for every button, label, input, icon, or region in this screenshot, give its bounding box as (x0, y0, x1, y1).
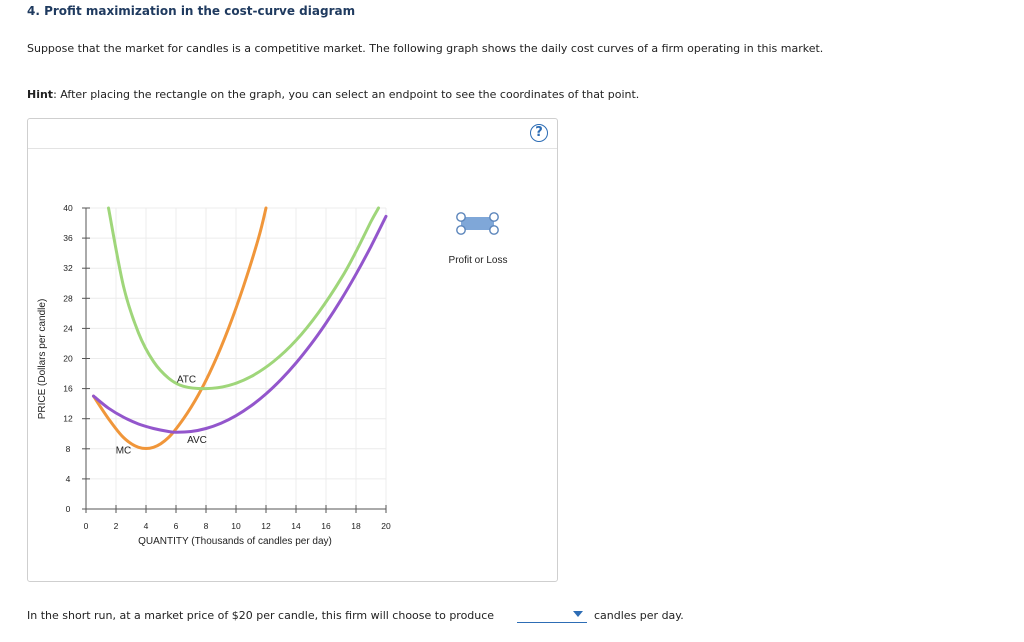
x-tick-label: 8 (203, 521, 209, 531)
grid-lines (86, 208, 386, 509)
x-tick-label: 2 (113, 521, 119, 531)
curve-label-mc: MC (115, 445, 132, 457)
rectangle-handle-icon[interactable] (457, 226, 465, 234)
y-tick-label: 28 (63, 293, 73, 304)
profit-or-loss-tool[interactable] (449, 213, 508, 266)
y-tick-label: 20 (63, 353, 73, 364)
help-icon[interactable]: ? (530, 124, 548, 142)
x-tick-label: 16 (321, 521, 331, 531)
quantity-dropdown[interactable] (517, 606, 587, 623)
curve-avc (94, 216, 387, 432)
y-tick-label: 16 (63, 383, 73, 394)
y-tick-label: 12 (63, 413, 73, 424)
curve-label-avc: AVC (187, 434, 207, 446)
x-tick-label: 14 (291, 521, 301, 531)
x-tick-label: 10 (231, 521, 241, 531)
rectangle-handle-icon[interactable] (490, 226, 498, 234)
y-tick-label: 36 (63, 233, 73, 244)
x-tick-label: 20 (381, 521, 391, 531)
y-tick-label: 24 (63, 323, 73, 334)
rectangle-handle-icon[interactable] (457, 213, 465, 221)
x-tick-label: 6 (173, 521, 179, 531)
rectangle-handle-icon[interactable] (490, 213, 498, 221)
y-tick-label: 32 (63, 263, 73, 274)
profit-or-loss-rectangle-icon[interactable] (461, 217, 494, 230)
chevron-down-icon[interactable] (573, 611, 583, 617)
x-tick-label: 4 (143, 521, 149, 531)
question-title: 4. Profit maximization in the cost-curve diagram (27, 4, 356, 18)
intro-text: Suppose that the market for candles is a competitive market. The following graph shows the daily cost curves of a firm operating in this market. (27, 42, 824, 55)
y-tick-label: 40 (63, 203, 73, 213)
hint-text (27, 88, 639, 101)
cost-curve-graph[interactable] (28, 119, 557, 581)
y-tick-label: 8 (65, 443, 71, 454)
graph-panel (27, 118, 558, 582)
x-tick-label: 18 (351, 521, 361, 531)
y-tick-label: 4 (65, 473, 71, 484)
axes (82, 208, 386, 513)
curve-label-atc: ATC (176, 374, 197, 386)
x-tick-label: 0 (83, 521, 89, 531)
tick-labels (63, 203, 391, 531)
hint-body: : After placing the rectangle on the graph, you can select an endpoint to see the coordinates of that point. (53, 88, 640, 101)
question-unit-text: candles per day. (594, 609, 684, 622)
y-tick-label: 0 (65, 504, 71, 514)
y-axis-label: PRICE (Dollars per candle) (37, 298, 48, 420)
palette-label: Profit or Loss (448, 255, 508, 266)
question-text: In the short run, at a market price of $20 per candle, this firm will choose to produce (27, 609, 495, 622)
x-tick-label: 12 (261, 521, 271, 531)
hint-label: Hint (27, 88, 54, 101)
x-axis-label: QUANTITY (Thousands of candles per day) (138, 536, 332, 547)
